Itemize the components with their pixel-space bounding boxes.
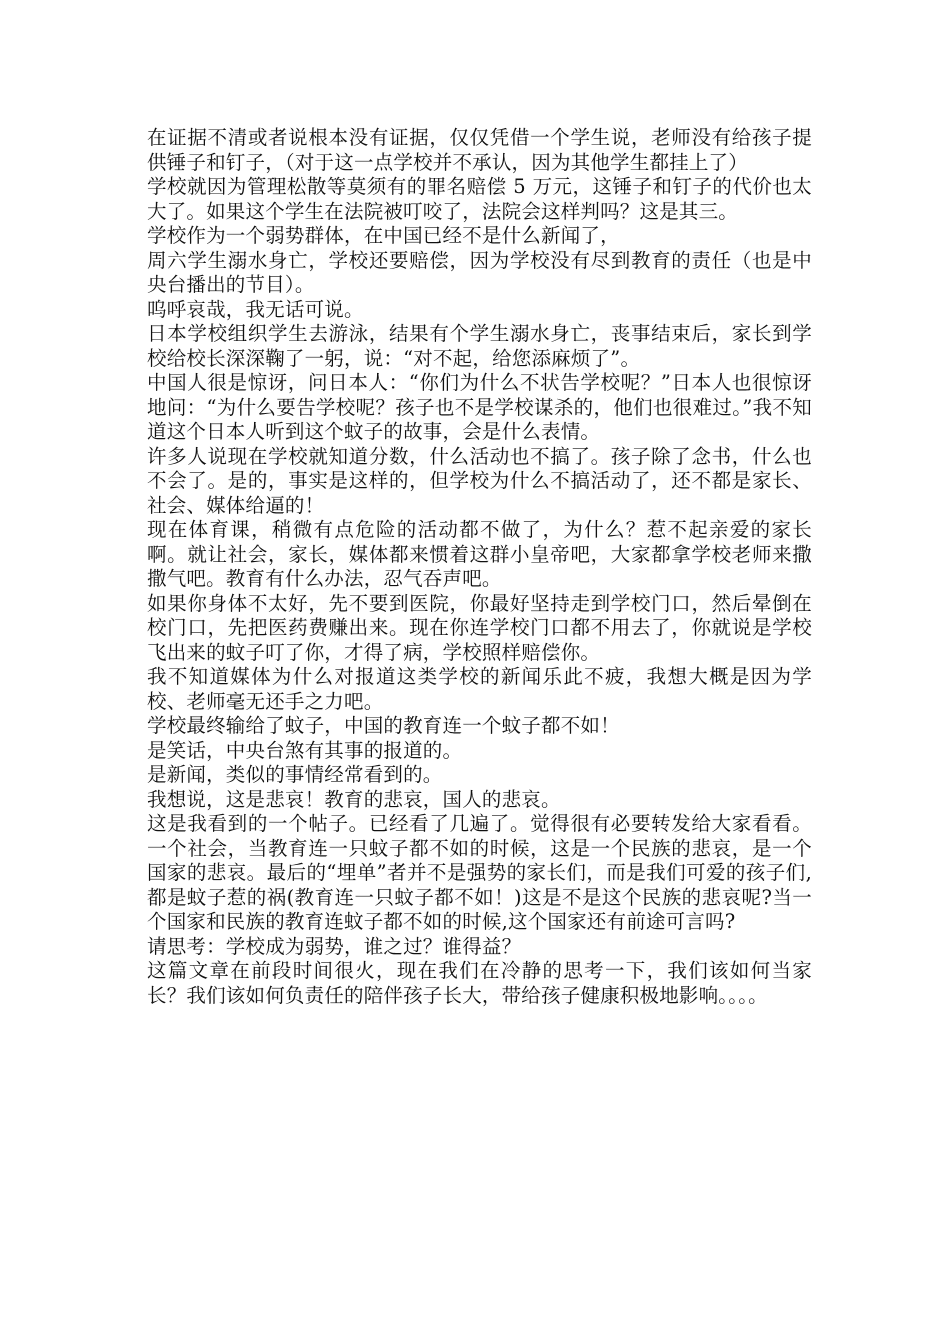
paragraph-4: 周六学生溺水身亡，学校还要赔偿，因为学校没有尽到教育的责任（也是中央台播出的节目）。 <box>147 248 812 296</box>
paragraph-13: 是笑话，中央台煞有其事的报道的。 <box>147 738 463 762</box>
paragraph-16: 这是我看到的一个帖子。已经看了几遍了。觉得很有必要转发给大家看看。一个社会，当教育连一只蚊子都不如的时候，这是一个民族的悲哀，是一个国家的悲哀。最后的“埋单”者并不是强势的家长们，而是我们可爱的孩子们,都是蚊子惹的祸(教育连一只蚊子都不如！)这是不是这个民族的悲哀呢?当一个国家和民族的教育连蚊子都不如的时候,这个国家还有前途可言吗? <box>147 812 812 933</box>
paragraph-10: 如果你身体不太好，先不要到医院，你最好坚持走到学校门口，然后晕倒在校门口，先把医药费赚出来。现在你连学校门口都不用去了，你就说是学校飞出来的蚊子叮了你，才得了病，学校照样赔偿你。 <box>147 591 812 664</box>
paragraph-9: 现在体育课，稍微有点危险的活动都不做了，为什么？惹不起亲爱的家长啊。就让社会，家长，媒体都来惯着这群小皇帝吧，大家都拿学校老师来撒撒气吧。教育有什么办法，忍气吞声吧。 <box>147 518 812 590</box>
paragraph-6: 日本学校组织学生去游泳，结果有个学生溺水身亡，丧事结束后，家长到学校给校长深深鞠了一躬，说：“对不起，给您添麻烦了”。 <box>147 322 812 370</box>
paragraph-15: 我想说，这是悲哀！教育的悲哀，国人的悲哀。 <box>147 787 561 811</box>
paragraph-14: 是新闻，类似的事情经常看到的。 <box>147 763 443 786</box>
paragraph-7: 中国人很是惊讶，问日本人：“你们为什么不状告学校呢？”日本人也很惊讶地问：“为什么要告学校呢？孩子也不是学校谋杀的，他们也很难过。”我不知道这个日本人听到这个蚊子的故事，会是什么表情。 <box>147 371 812 443</box>
paragraph-8: 许多人说现在学校就知道分数，什么活动也不搞了。孩子除了念书，什么也不会了。是的，事实是这样的，但学校为什么不搞活动了，还不都是家长、社会、媒体给逼的！ <box>147 444 812 517</box>
paragraph-1: 在证据不清或者说根本没有证据，仅仅凭借一个学生说，老师没有给孩子提供锤子和钉子，（对于这一点学校并不承认，因为其他学生都挂上了） <box>147 126 812 174</box>
paragraph-3: 学校作为一个弱势群体，在中国已经不是什么新闻了， <box>147 224 620 247</box>
paragraph-12: 学校最终输给了蚊子，中国的教育连一个蚊子都不如！ <box>147 714 620 737</box>
paragraph-2: 学校就因为管理松散等莫须有的罪名赔偿 5 万元，这锤子和钉子的代价也太大了。如果这个学生在法院被叮咬了，法院会这样判吗？这是其三。 <box>147 175 812 223</box>
paragraph-11: 我不知道媒体为什么对报道这类学校的新闻乐此不疲，我想大概是因为学校、老师毫无还手之力吧。 <box>147 665 812 713</box>
paragraph-17: 请思考：学校成为弱势，谁之过？谁得益？ <box>147 934 522 958</box>
document-body <box>147 126 812 1008</box>
paragraph-5: 呜呼哀哉，我无话可说。 <box>147 297 364 321</box>
paragraph-18: 这篇文章在前段时间很火，现在我们在冷静的思考一下，我们该如何当家长？我们该如何负责任的陪伴孩子长大，带给孩子健康积极地影响。。。。 <box>147 959 812 1007</box>
